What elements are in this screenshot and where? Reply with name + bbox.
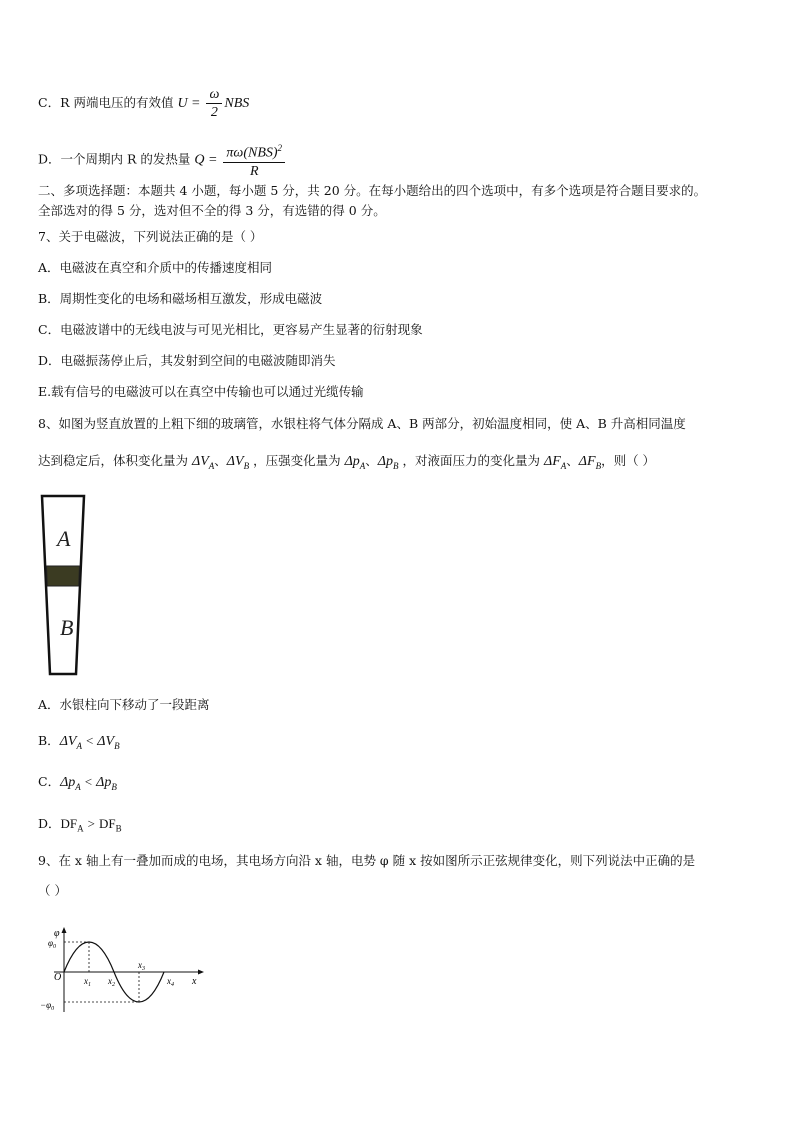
- denominator: R: [249, 163, 259, 179]
- option-d-prev: [38, 140, 287, 180]
- x1-sub: 1: [88, 982, 91, 988]
- q8-option-d: [38, 815, 122, 838]
- delta-v: ΔV: [226, 454, 244, 469]
- q8-stem-line1: 8、如图为竖直放置的上粗下细的玻璃管，水银柱将气体分隔成 A、B 两部分，初始温度相同，使 A、B 升高相同温度: [38, 416, 686, 431]
- dpB: [378, 454, 399, 469]
- mercury-column: [47, 566, 80, 586]
- sub-b: B: [115, 823, 122, 834]
- gas-label-a: A: [57, 526, 71, 551]
- q7-option-d: D．电磁振荡停止后，其发射到空间的电磁波随即消失: [38, 353, 336, 368]
- df: DF: [60, 816, 78, 831]
- less-than: <: [85, 733, 94, 748]
- stem-text: ，对液面压力的变化量为: [402, 453, 541, 468]
- sub-a: A: [77, 823, 84, 834]
- numerator-text: πω(NBS): [226, 145, 278, 161]
- option-prefix: C．: [38, 774, 61, 789]
- q8-option-b: [38, 732, 120, 755]
- q7-option-e: E.载有信号的电磁波可以在真空中传输也可以通过光缆传输: [38, 384, 364, 399]
- x-axis-arrow: [198, 970, 204, 975]
- x4-sub: 4: [171, 982, 174, 988]
- x1-text: x: [84, 976, 88, 986]
- x4-text: x: [167, 976, 171, 986]
- option-c-prev: [38, 86, 249, 121]
- x3-text: x: [138, 960, 142, 970]
- option-prefix: D．: [38, 816, 61, 831]
- dpA: [60, 775, 81, 790]
- x2-label: [107, 976, 115, 988]
- delta-v: ΔV: [97, 734, 115, 749]
- delta-p: Δp: [344, 454, 360, 469]
- sub-b: B: [243, 460, 250, 471]
- numerator: [223, 140, 285, 163]
- section2-line1: 二、多项选择题：本题共 4 小题，每小题 5 分，共 20 分。在每小题给出的四个选项中，有多个选项是符合题目要求的。: [38, 183, 707, 198]
- neg-phi0-sub: 0: [51, 1006, 55, 1012]
- neg-phi0-text: −φ: [40, 1000, 52, 1010]
- phi0-sub: 0: [52, 944, 56, 950]
- superscript: 2: [277, 143, 283, 153]
- delta-p: Δp: [377, 454, 394, 469]
- math-lhs: U =: [177, 96, 201, 111]
- y-axis-arrow: [62, 927, 67, 933]
- x1-label: [83, 976, 91, 988]
- dVB: [97, 734, 119, 749]
- dFB: [579, 454, 601, 469]
- option-prefix: B．: [38, 733, 60, 748]
- x3-sub: 3: [142, 966, 145, 972]
- DFB: [98, 816, 122, 834]
- q9-stem-line2: （ ）: [38, 883, 67, 898]
- denominator: 2: [210, 105, 218, 120]
- sub-b: B: [114, 740, 120, 751]
- x2-sub: 2: [112, 982, 115, 988]
- sub-b: B: [111, 781, 117, 792]
- less-than: <: [84, 774, 93, 789]
- stem-text: ，压强变化量为: [253, 453, 341, 468]
- dpA: [345, 454, 366, 469]
- x4-label: [166, 976, 174, 988]
- df: DF: [98, 816, 116, 831]
- sub-a: A: [75, 781, 81, 792]
- x-axis-label: x: [192, 976, 197, 987]
- phi-label: φ: [54, 928, 60, 939]
- q7-option-c: C．电磁波谱中的无线电波与可见光相比，更容易产生显著的衍射现象: [38, 322, 423, 337]
- math-tail: NBS: [224, 96, 250, 111]
- x2-text: x: [108, 976, 112, 986]
- q8-option-c: [38, 773, 117, 796]
- sub-b: B: [393, 460, 399, 471]
- potential-graph: [36, 926, 208, 1022]
- q7-option-b: B．周期性变化的电场和磁场相互激发，形成电磁波: [38, 291, 323, 306]
- option-text: C．R 两端电压的有效值: [38, 95, 174, 110]
- delta-p: Δp: [96, 775, 112, 790]
- x3-label: [137, 960, 145, 972]
- fraction: [223, 140, 285, 180]
- dFA: [544, 454, 566, 469]
- separator: 、: [214, 453, 227, 468]
- dVB: [227, 454, 249, 469]
- neg-phi0-label: [40, 1000, 54, 1012]
- sub-a: A: [76, 740, 82, 751]
- option-text: D．一个周期内 R 的发热量: [38, 151, 191, 167]
- dpB: [96, 775, 117, 790]
- math-lhs: Q =: [194, 152, 218, 168]
- glass-tube-figure: [38, 492, 88, 678]
- separator: 、: [566, 453, 579, 468]
- fraction: [206, 86, 222, 121]
- q8-option-a: A．水银柱向下移动了一段距离: [38, 697, 210, 712]
- gas-label-b: B: [60, 615, 74, 640]
- delta-v: ΔV: [59, 734, 77, 749]
- numerator: ω: [206, 86, 222, 104]
- q7-stem: 7、关于电磁波，下列说法正确的是（ ）: [38, 229, 263, 244]
- sub-a: A: [560, 460, 567, 471]
- separator: 、: [365, 453, 378, 468]
- phi0-label: [48, 938, 56, 950]
- delta-f: ΔF: [544, 454, 561, 469]
- sub-a: A: [359, 460, 366, 471]
- phi0-text: φ: [48, 938, 53, 948]
- q7-option-a: A．电磁波在真空和介质中的传播速度相同: [38, 260, 273, 275]
- dVA: [192, 454, 214, 469]
- stem-text: ，则（ ）: [601, 453, 656, 468]
- delta-v: ΔV: [192, 454, 209, 469]
- stem-text: 达到稳定后，体积变化量为: [38, 453, 189, 468]
- q9-stem-line1: 9、在 x 轴上有一叠加而成的电场，其电场方向沿 x 轴，电势 φ 随 x 按如图所示正弦规律变化，则下列说法中正确的是: [38, 853, 696, 868]
- greater-than: >: [87, 816, 95, 831]
- origin-label: O: [54, 972, 62, 983]
- DFA: [60, 816, 84, 834]
- sub-a: A: [208, 460, 215, 471]
- dVA: [60, 734, 82, 749]
- delta-f: ΔF: [578, 454, 596, 469]
- delta-p: Δp: [60, 775, 76, 790]
- sub-b: B: [595, 460, 602, 471]
- section2-line2: 全部选对的得 5 分，选对但不全的得 3 分，有选错的得 0 分。: [38, 203, 386, 218]
- q8-stem-line2: [38, 452, 655, 475]
